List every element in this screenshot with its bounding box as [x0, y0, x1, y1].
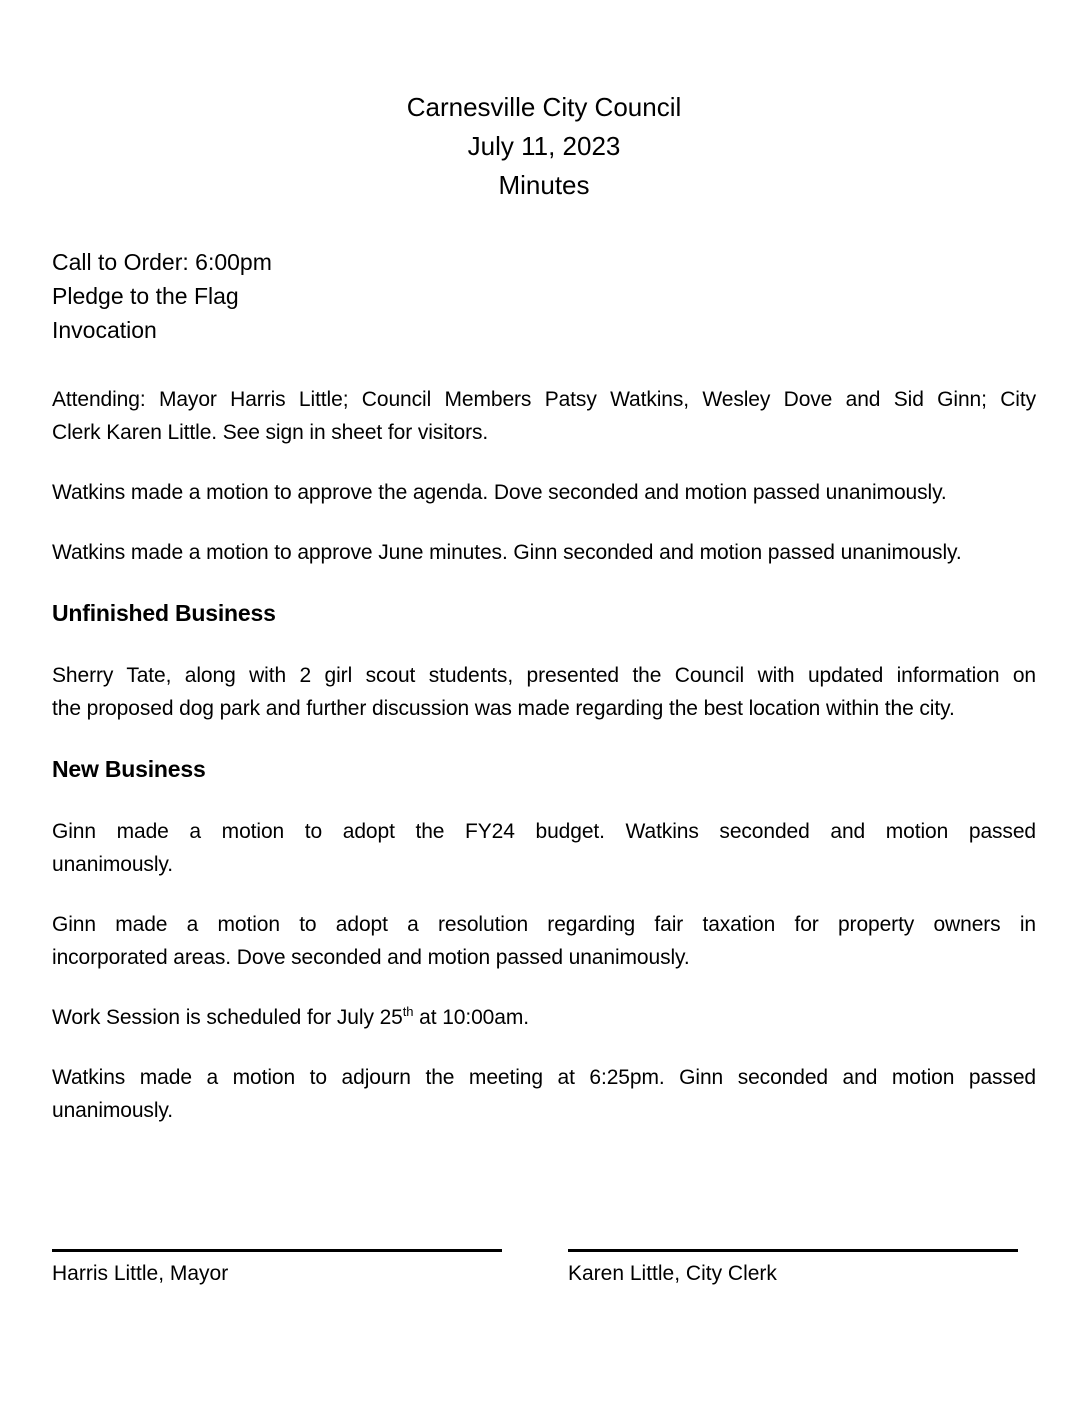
taxation-motion-paragraph — [52, 908, 1036, 974]
signature-row — [52, 1249, 1036, 1287]
unfinished-business-heading: Unfinished Business — [52, 600, 276, 626]
attending-line-1: Attending: Mayor Harris Little; Council Members Patsy Watkins, Wesley Dove and Sid Ginn; City — [52, 388, 1036, 411]
work-session-text: Work Session is scheduled for July 25 — [52, 1006, 403, 1029]
document-title — [52, 88, 1036, 205]
attending-paragraph — [52, 383, 1036, 449]
mayor-signature-label: Harris Little, Mayor — [52, 1262, 229, 1285]
title-line-organization: Carnesville City Council — [406, 92, 682, 122]
budget-motion-line-2: unanimously. — [52, 853, 173, 876]
pledge-line: Pledge to the Flag — [52, 283, 239, 309]
mayor-signature-block — [52, 1249, 502, 1287]
title-line-date: July 11, 2023 — [467, 131, 621, 161]
invocation-line: Invocation — [52, 317, 157, 343]
motion-june-minutes-paragraph: Watkins made a motion to approve June minutes. Ginn seconded and motion passed unanimously. — [52, 541, 962, 564]
adjourn-motion-line-2: unanimously. — [52, 1099, 173, 1122]
adjourn-motion-paragraph — [52, 1061, 1036, 1127]
dog-park-line-2: the proposed dog park and further discussion was made regarding the best location within the city. — [52, 697, 955, 720]
clerk-signature-label: Karen Little, City Clerk — [568, 1262, 777, 1285]
new-business-heading: New Business — [52, 756, 206, 782]
work-session-time: at 10:00am. — [413, 1006, 529, 1029]
taxation-motion-line-1: Ginn made a motion to adopt a resolution regarding fair taxation for property owners in — [52, 913, 1036, 936]
attending-line-2: Clerk Karen Little. See sign in sheet for visitors. — [52, 421, 489, 444]
motion-agenda-paragraph: Watkins made a motion to approve the agenda. Dove seconded and motion passed unanimously. — [52, 481, 947, 504]
adjourn-motion-line-1: Watkins made a motion to adjourn the meeting at 6:25pm. Ginn seconded and motion passed — [52, 1066, 1036, 1089]
budget-motion-paragraph — [52, 815, 1036, 881]
work-session-paragraph — [52, 1001, 1036, 1034]
dog-park-paragraph — [52, 659, 1036, 725]
title-line-doctype: Minutes — [498, 170, 590, 200]
dog-park-line-1: Sherry Tate, along with 2 girl scout students, presented the Council with updated information on — [52, 664, 1036, 687]
call-to-order-line: Call to Order: 6:00pm — [52, 249, 272, 275]
clerk-signature-block — [568, 1249, 1018, 1287]
work-session-ordinal-superscript: th — [402, 1004, 414, 1019]
budget-motion-line-1: Ginn made a motion to adopt the FY24 budget. Watkins seconded and motion passed — [52, 820, 1036, 843]
taxation-motion-line-2: incorporated areas. Dove seconded and motion passed unanimously. — [52, 946, 690, 969]
opening-items — [52, 245, 1036, 347]
